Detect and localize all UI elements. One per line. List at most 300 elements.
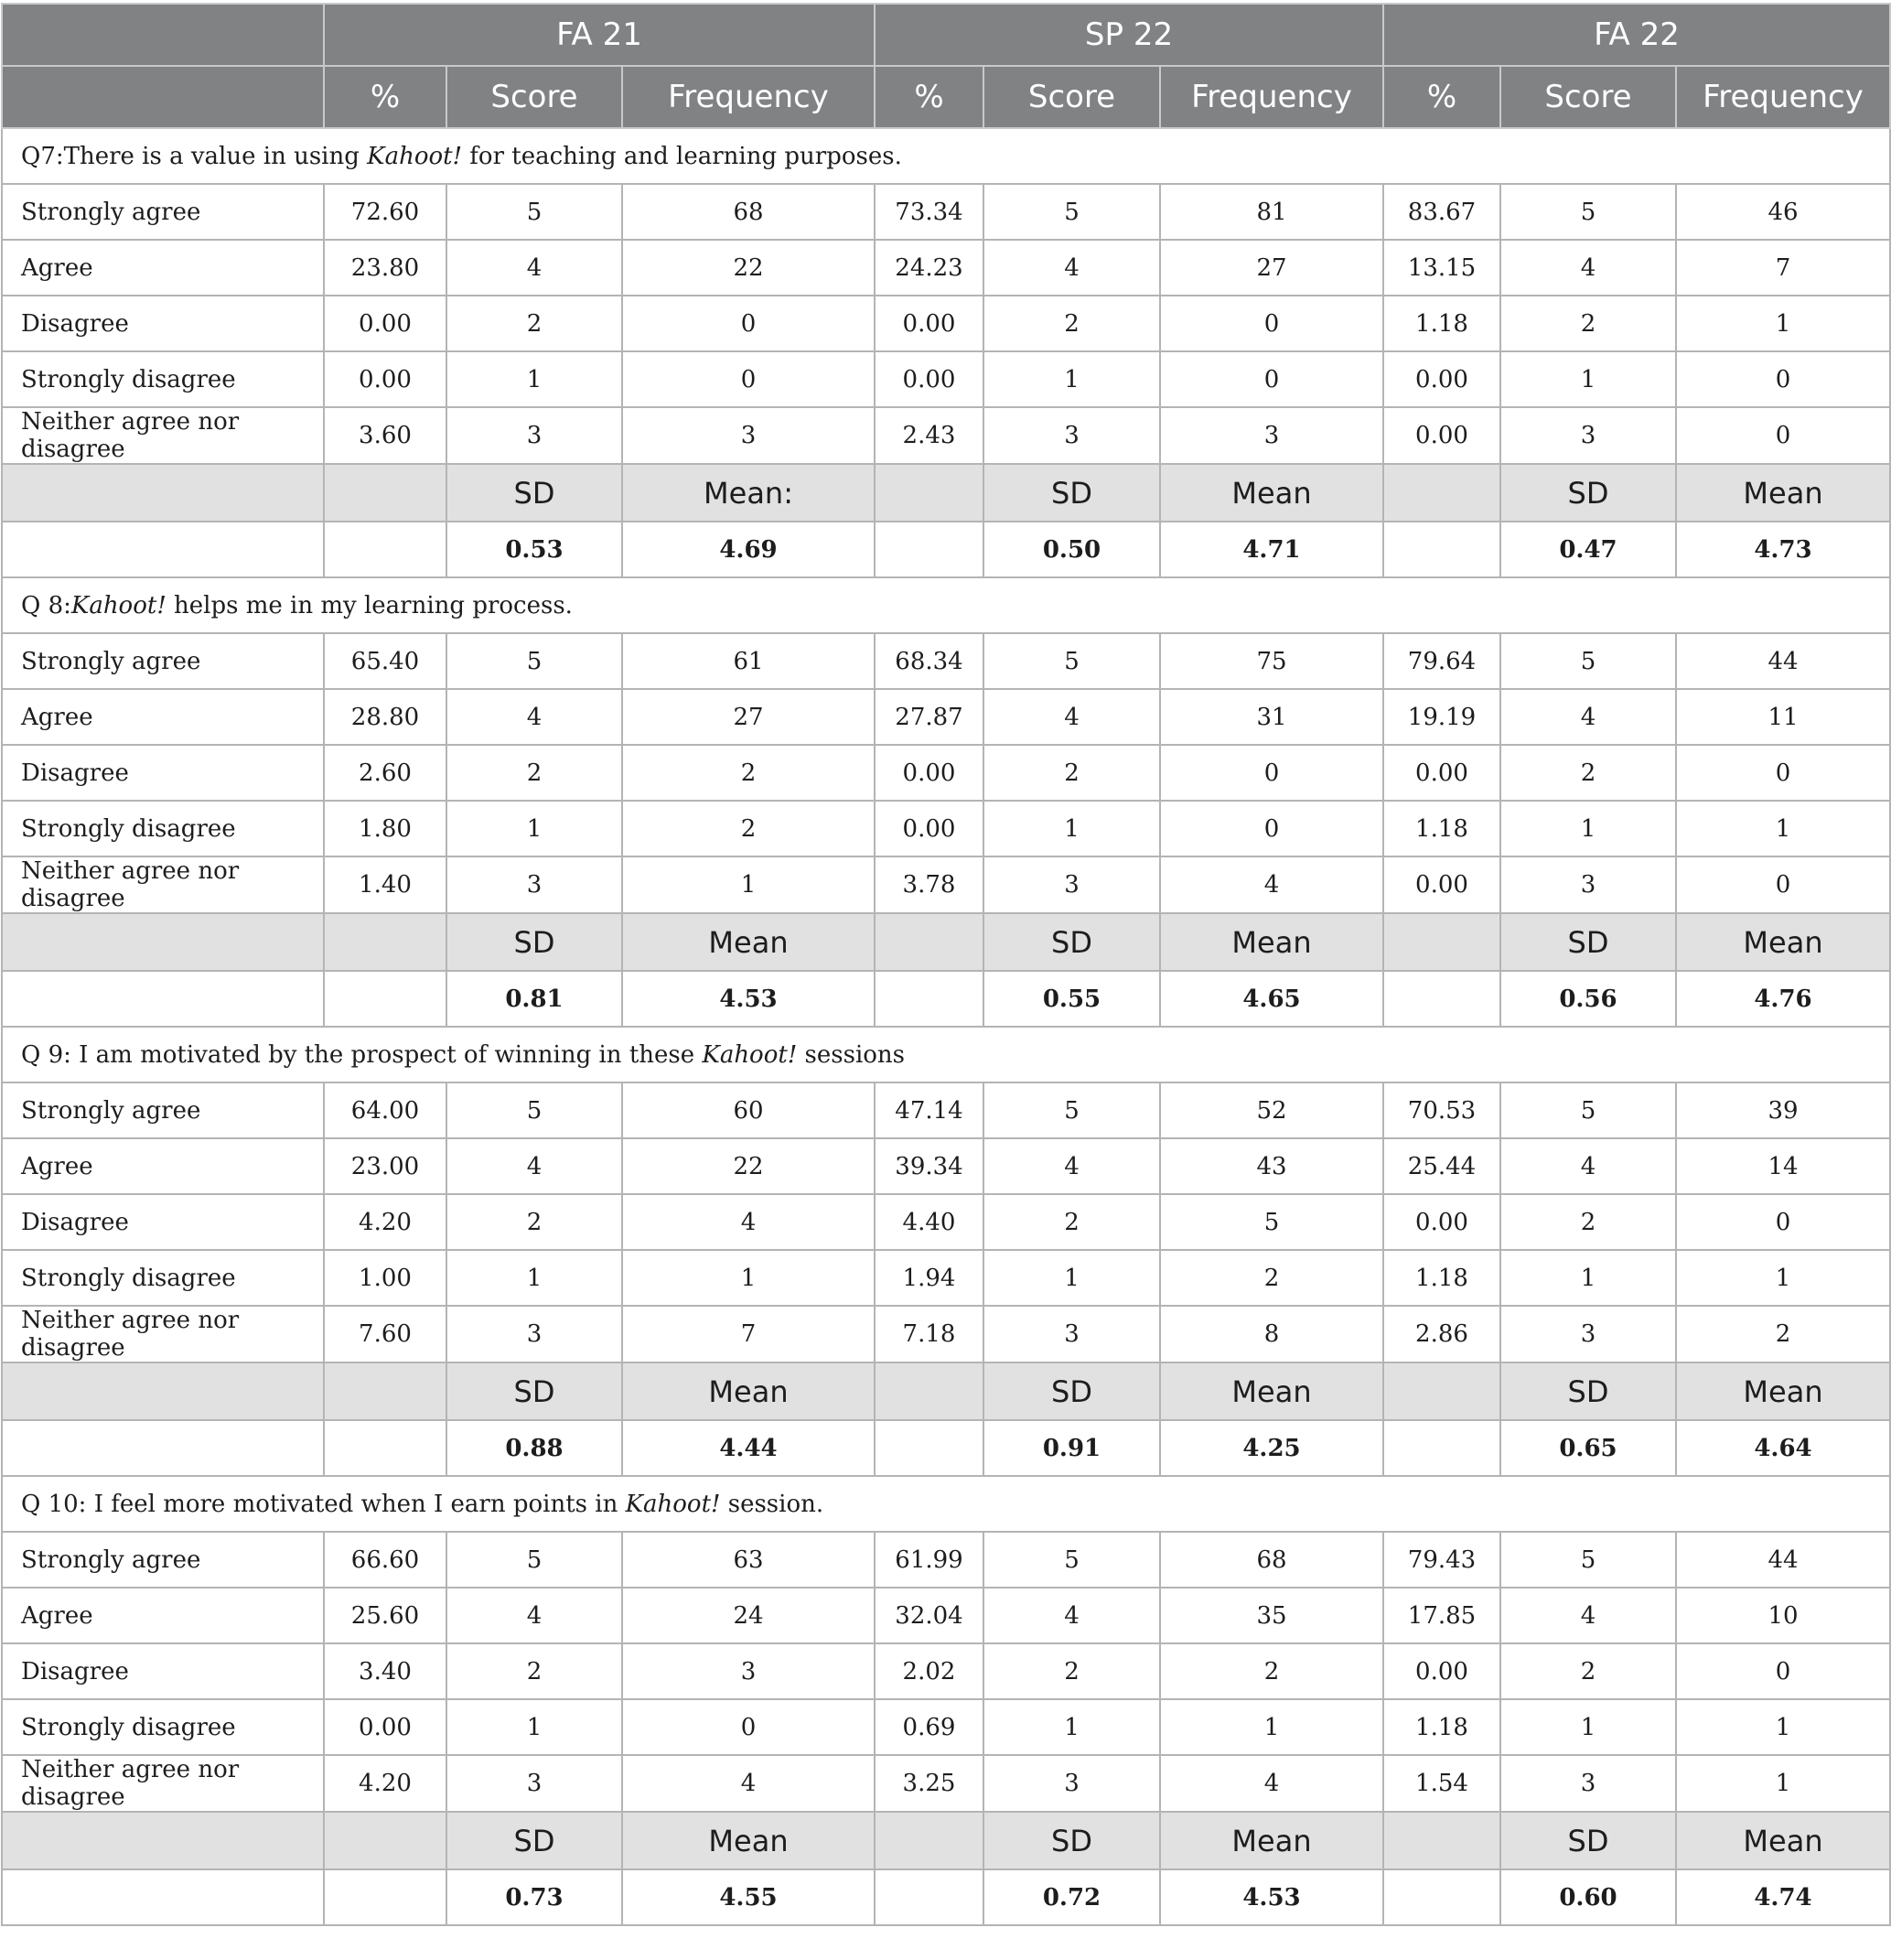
question-text-brand: Kahoot!	[625, 1490, 721, 1518]
question-row	[2, 577, 1890, 633]
score-cell: 4	[446, 240, 622, 296]
response-label: Neither agree nor disagree	[2, 1306, 324, 1362]
frequency-cell: 3	[622, 407, 875, 464]
score-cell: 2	[983, 296, 1160, 351]
percent-cell: 0.00	[875, 351, 983, 407]
corner-header-cell	[2, 4, 324, 66]
corner-header-cell	[2, 66, 324, 128]
frequency-cell: 2	[1160, 1250, 1383, 1306]
subcolumn-header-row	[2, 66, 1890, 128]
stat-header-row	[2, 464, 1890, 522]
frequency-cell: 0	[1676, 407, 1890, 464]
response-label: Strongly disagree	[2, 1699, 324, 1755]
score-cell: 3	[446, 1306, 622, 1362]
response-label: Agree	[2, 240, 324, 296]
empty-cell	[875, 1869, 983, 1925]
question-text	[2, 577, 1890, 633]
percent-cell: 0.00	[1383, 1643, 1500, 1699]
score-cell: 4	[983, 1588, 1160, 1643]
percent-cell: 1.40	[324, 856, 446, 913]
table-body	[2, 128, 1890, 1925]
frequency-cell: 68	[1160, 1532, 1383, 1588]
frequency-cell: 1	[1676, 1250, 1890, 1306]
empty-cell	[875, 1362, 983, 1420]
score-cell: 1	[983, 351, 1160, 407]
mean-value: 4.53	[622, 971, 875, 1027]
score-cell: 2	[1500, 296, 1676, 351]
frequency-cell: 0	[622, 351, 875, 407]
empty-cell	[875, 1812, 983, 1869]
stat-values-row	[2, 1420, 1890, 1476]
response-row	[2, 856, 1890, 913]
percent-cell: 2.02	[875, 1643, 983, 1699]
frequency-column-header: Frequency	[622, 66, 875, 128]
sd-label: SD	[983, 913, 1160, 971]
score-cell: 1	[1500, 801, 1676, 856]
percent-cell: 7.60	[324, 1306, 446, 1362]
empty-cell	[2, 913, 324, 971]
sd-label: SD	[983, 1812, 1160, 1869]
frequency-cell: 0	[1160, 351, 1383, 407]
question-text-lead: Q 8:	[21, 591, 71, 619]
percent-cell: 1.18	[1383, 296, 1500, 351]
question-text	[2, 1027, 1890, 1082]
sd-label: SD	[1500, 1362, 1676, 1420]
frequency-cell: 4	[622, 1194, 875, 1250]
percent-cell: 23.80	[324, 240, 446, 296]
score-cell: 4	[1500, 689, 1676, 745]
percent-cell: 1.00	[324, 1250, 446, 1306]
score-cell: 5	[446, 184, 622, 240]
frequency-cell: 68	[622, 184, 875, 240]
response-label: Strongly agree	[2, 1082, 324, 1138]
percent-cell: 47.14	[875, 1082, 983, 1138]
percent-column-header: %	[875, 66, 983, 128]
percent-cell: 32.04	[875, 1588, 983, 1643]
term-header-sp22: SP 22	[875, 4, 1383, 66]
response-row	[2, 1082, 1890, 1138]
score-cell: 2	[446, 745, 622, 801]
percent-cell: 2.43	[875, 407, 983, 464]
sd-value: 0.88	[446, 1420, 622, 1476]
response-row	[2, 689, 1890, 745]
response-row	[2, 1588, 1890, 1643]
score-cell: 2	[446, 1643, 622, 1699]
score-cell: 3	[1500, 1306, 1676, 1362]
score-cell: 1	[1500, 351, 1676, 407]
percent-cell: 3.40	[324, 1643, 446, 1699]
sd-value: 0.91	[983, 1420, 1160, 1476]
response-row	[2, 1755, 1890, 1812]
score-cell: 1	[446, 1250, 622, 1306]
score-cell: 4	[1500, 240, 1676, 296]
sd-label: SD	[1500, 464, 1676, 522]
mean-label: Mean	[1160, 1812, 1383, 1869]
sd-label: SD	[446, 1362, 622, 1420]
empty-cell	[324, 913, 446, 971]
empty-cell	[324, 1869, 446, 1925]
percent-cell: 1.18	[1383, 801, 1500, 856]
empty-cell	[875, 1420, 983, 1476]
score-cell: 1	[1500, 1250, 1676, 1306]
percent-cell: 0.00	[1383, 745, 1500, 801]
sd-value: 0.50	[983, 522, 1160, 577]
score-cell: 5	[1500, 184, 1676, 240]
percent-cell: 1.18	[1383, 1250, 1500, 1306]
empty-cell	[1383, 971, 1500, 1027]
empty-cell	[324, 1812, 446, 1869]
mean-label: Mean	[622, 913, 875, 971]
mean-label: Mean	[1160, 464, 1383, 522]
mean-value: 4.69	[622, 522, 875, 577]
score-cell: 5	[446, 1082, 622, 1138]
empty-cell	[2, 1420, 324, 1476]
frequency-cell: 1	[1676, 1755, 1890, 1812]
score-cell: 5	[446, 1532, 622, 1588]
frequency-cell: 63	[622, 1532, 875, 1588]
percent-cell: 0.00	[1383, 351, 1500, 407]
empty-cell	[324, 1420, 446, 1476]
frequency-cell: 0	[1676, 1194, 1890, 1250]
mean-value: 4.74	[1676, 1869, 1890, 1925]
frequency-cell: 4	[1160, 856, 1383, 913]
response-label: Neither agree nor disagree	[2, 407, 324, 464]
response-label: Disagree	[2, 745, 324, 801]
frequency-cell: 1	[1676, 801, 1890, 856]
frequency-cell: 44	[1676, 1532, 1890, 1588]
response-label: Disagree	[2, 1643, 324, 1699]
stat-header-row	[2, 1812, 1890, 1869]
question-text-tail: session.	[720, 1490, 824, 1518]
frequency-cell: 4	[622, 1755, 875, 1812]
frequency-cell: 0	[1160, 296, 1383, 351]
mean-value: 4.25	[1160, 1420, 1383, 1476]
frequency-cell: 7	[1676, 240, 1890, 296]
score-cell: 2	[983, 1643, 1160, 1699]
stat-header-row	[2, 913, 1890, 971]
percent-cell: 1.94	[875, 1250, 983, 1306]
score-cell: 1	[983, 1250, 1160, 1306]
response-label: Disagree	[2, 296, 324, 351]
score-cell: 5	[1500, 1532, 1676, 1588]
response-label: Strongly disagree	[2, 801, 324, 856]
stat-values-row	[2, 1869, 1890, 1925]
response-row	[2, 351, 1890, 407]
sd-value: 0.55	[983, 971, 1160, 1027]
score-cell: 4	[983, 689, 1160, 745]
sd-label: SD	[983, 464, 1160, 522]
percent-cell: 64.00	[324, 1082, 446, 1138]
frequency-cell: 14	[1676, 1138, 1890, 1194]
percent-cell: 24.23	[875, 240, 983, 296]
empty-cell	[324, 464, 446, 522]
score-cell: 5	[1500, 1082, 1676, 1138]
percent-cell: 2.60	[324, 745, 446, 801]
empty-cell	[2, 1812, 324, 1869]
percent-cell: 1.80	[324, 801, 446, 856]
sd-label: SD	[446, 913, 622, 971]
score-cell: 3	[446, 407, 622, 464]
percent-cell: 79.43	[1383, 1532, 1500, 1588]
question-text-brand: Kahoot!	[70, 591, 167, 619]
score-cell: 4	[1500, 1588, 1676, 1643]
score-cell: 2	[1500, 1194, 1676, 1250]
mean-label: Mean	[622, 1362, 875, 1420]
sd-value: 0.47	[1500, 522, 1676, 577]
response-label: Strongly disagree	[2, 351, 324, 407]
response-row	[2, 801, 1890, 856]
percent-cell: 4.20	[324, 1194, 446, 1250]
percent-cell: 0.00	[875, 745, 983, 801]
frequency-cell: 5	[1160, 1194, 1383, 1250]
response-label: Neither agree nor disagree	[2, 1755, 324, 1812]
mean-value: 4.71	[1160, 522, 1383, 577]
score-cell: 4	[1500, 1138, 1676, 1194]
score-cell: 3	[983, 856, 1160, 913]
frequency-cell: 0	[622, 1699, 875, 1755]
frequency-cell: 52	[1160, 1082, 1383, 1138]
mean-value: 4.53	[1160, 1869, 1383, 1925]
frequency-cell: 1	[1160, 1699, 1383, 1755]
score-column-header: Score	[983, 66, 1160, 128]
sd-value: 0.60	[1500, 1869, 1676, 1925]
percent-cell: 70.53	[1383, 1082, 1500, 1138]
score-cell: 5	[446, 633, 622, 689]
empty-cell	[324, 522, 446, 577]
term-header-fa22: FA 22	[1383, 4, 1890, 66]
frequency-cell: 0	[1160, 745, 1383, 801]
percent-cell: 73.34	[875, 184, 983, 240]
sd-label: SD	[446, 1812, 622, 1869]
frequency-cell: 1	[1676, 296, 1890, 351]
percent-cell: 2.86	[1383, 1306, 1500, 1362]
percent-cell: 0.69	[875, 1699, 983, 1755]
score-cell: 1	[983, 801, 1160, 856]
term-header-fa21: FA 21	[324, 4, 875, 66]
empty-cell	[1383, 913, 1500, 971]
frequency-cell: 8	[1160, 1306, 1383, 1362]
percent-cell: 13.15	[1383, 240, 1500, 296]
score-cell: 3	[1500, 1755, 1676, 1812]
empty-cell	[875, 464, 983, 522]
term-header-row	[2, 4, 1890, 66]
response-label: Disagree	[2, 1194, 324, 1250]
question-text-lead: Q7:There is a value in using	[21, 142, 368, 170]
mean-label: Mean	[1676, 1812, 1890, 1869]
frequency-cell: 0	[1160, 801, 1383, 856]
percent-column-header: %	[324, 66, 446, 128]
frequency-cell: 0	[1676, 1643, 1890, 1699]
percent-cell: 3.60	[324, 407, 446, 464]
sd-value: 0.73	[446, 1869, 622, 1925]
frequency-cell: 46	[1676, 184, 1890, 240]
response-row	[2, 240, 1890, 296]
score-cell: 4	[983, 240, 1160, 296]
question-text-tail: helps me in my learning process.	[166, 591, 573, 619]
question-text-lead: Q 9: I am motivated by the prospect of winning in these	[21, 1040, 703, 1069]
percent-cell: 0.00	[324, 296, 446, 351]
score-cell: 4	[983, 1138, 1160, 1194]
percent-cell: 4.20	[324, 1755, 446, 1812]
percent-cell: 0.00	[1383, 1194, 1500, 1250]
score-cell: 1	[983, 1699, 1160, 1755]
question-text-lead: Q 10: I feel more motivated when I earn points in	[21, 1490, 626, 1518]
response-label: Neither agree nor disagree	[2, 856, 324, 913]
sd-value: 0.65	[1500, 1420, 1676, 1476]
stat-header-row	[2, 1362, 1890, 1420]
score-cell: 3	[983, 407, 1160, 464]
survey-results-table	[1, 3, 1891, 1926]
score-cell: 5	[1500, 633, 1676, 689]
question-text-brand: Kahoot!	[702, 1040, 798, 1069]
frequency-cell: 0	[1676, 856, 1890, 913]
score-cell: 2	[446, 1194, 622, 1250]
frequency-column-header: Frequency	[1676, 66, 1890, 128]
response-row	[2, 1250, 1890, 1306]
frequency-cell: 4	[1160, 1755, 1383, 1812]
stat-values-row	[2, 522, 1890, 577]
frequency-cell: 10	[1676, 1588, 1890, 1643]
score-column-header: Score	[446, 66, 622, 128]
sd-value: 0.53	[446, 522, 622, 577]
response-row	[2, 633, 1890, 689]
empty-cell	[2, 971, 324, 1027]
mean-value: 4.65	[1160, 971, 1383, 1027]
empty-cell	[324, 971, 446, 1027]
response-label: Strongly agree	[2, 184, 324, 240]
sd-value: 0.81	[446, 971, 622, 1027]
mean-label: Mean	[622, 1812, 875, 1869]
sd-label: SD	[1500, 1812, 1676, 1869]
empty-cell	[2, 464, 324, 522]
percent-cell: 39.34	[875, 1138, 983, 1194]
score-cell: 1	[1500, 1699, 1676, 1755]
percent-cell: 68.34	[875, 633, 983, 689]
sd-value: 0.72	[983, 1869, 1160, 1925]
percent-cell: 83.67	[1383, 184, 1500, 240]
response-row	[2, 1643, 1890, 1699]
frequency-cell: 2	[1160, 1643, 1383, 1699]
frequency-cell: 11	[1676, 689, 1890, 745]
frequency-cell: 22	[622, 240, 875, 296]
score-cell: 5	[983, 633, 1160, 689]
response-row	[2, 1306, 1890, 1362]
frequency-cell: 44	[1676, 633, 1890, 689]
score-cell: 5	[983, 1082, 1160, 1138]
response-label: Strongly agree	[2, 1532, 324, 1588]
sd-label: SD	[1500, 913, 1676, 971]
response-row	[2, 1699, 1890, 1755]
percent-cell: 0.00	[324, 351, 446, 407]
mean-label: Mean	[1160, 1362, 1383, 1420]
score-cell: 3	[983, 1306, 1160, 1362]
percent-cell: 7.18	[875, 1306, 983, 1362]
response-row	[2, 1138, 1890, 1194]
percent-cell: 3.25	[875, 1755, 983, 1812]
empty-cell	[875, 522, 983, 577]
empty-cell	[875, 971, 983, 1027]
percent-cell: 3.78	[875, 856, 983, 913]
frequency-cell: 35	[1160, 1588, 1383, 1643]
percent-cell: 4.40	[875, 1194, 983, 1250]
percent-cell: 0.00	[1383, 856, 1500, 913]
empty-cell	[1383, 1869, 1500, 1925]
frequency-cell: 43	[1160, 1138, 1383, 1194]
mean-label: Mean	[1676, 464, 1890, 522]
response-row	[2, 1194, 1890, 1250]
frequency-cell: 1	[622, 1250, 875, 1306]
frequency-cell: 2	[622, 745, 875, 801]
percent-cell: 79.64	[1383, 633, 1500, 689]
stat-values-row	[2, 971, 1890, 1027]
question-text	[2, 1476, 1890, 1532]
frequency-cell: 0	[622, 296, 875, 351]
percent-cell: 27.87	[875, 689, 983, 745]
score-cell: 4	[446, 1588, 622, 1643]
sd-value: 0.56	[1500, 971, 1676, 1027]
score-cell: 4	[446, 1138, 622, 1194]
percent-cell: 0.00	[875, 296, 983, 351]
empty-cell	[2, 522, 324, 577]
score-cell: 2	[1500, 745, 1676, 801]
percent-cell: 65.40	[324, 633, 446, 689]
mean-label: Mean	[1676, 913, 1890, 971]
frequency-cell: 61	[622, 633, 875, 689]
frequency-cell: 27	[622, 689, 875, 745]
frequency-cell: 2	[1676, 1306, 1890, 1362]
mean-value: 4.73	[1676, 522, 1890, 577]
sd-label: SD	[446, 464, 622, 522]
frequency-cell: 1	[622, 856, 875, 913]
score-cell: 1	[446, 801, 622, 856]
score-cell: 2	[983, 745, 1160, 801]
frequency-cell: 2	[622, 801, 875, 856]
score-cell: 2	[983, 1194, 1160, 1250]
percent-cell: 23.00	[324, 1138, 446, 1194]
frequency-cell: 3	[622, 1643, 875, 1699]
question-text-brand: Kahoot!	[367, 142, 463, 170]
percent-cell: 61.99	[875, 1532, 983, 1588]
empty-cell	[1383, 1362, 1500, 1420]
mean-label: Mean	[1676, 1362, 1890, 1420]
question-text-tail: sessions	[797, 1040, 906, 1069]
empty-cell	[1383, 464, 1500, 522]
mean-value: 4.55	[622, 1869, 875, 1925]
score-cell: 3	[446, 1755, 622, 1812]
question-row	[2, 128, 1890, 184]
percent-cell: 0.00	[1383, 407, 1500, 464]
frequency-cell: 81	[1160, 184, 1383, 240]
score-cell: 2	[1500, 1643, 1676, 1699]
frequency-cell: 3	[1160, 407, 1383, 464]
response-row	[2, 184, 1890, 240]
score-cell: 3	[1500, 856, 1676, 913]
response-row	[2, 407, 1890, 464]
percent-cell: 1.54	[1383, 1755, 1500, 1812]
frequency-cell: 24	[622, 1588, 875, 1643]
frequency-cell: 0	[1676, 745, 1890, 801]
frequency-cell: 31	[1160, 689, 1383, 745]
response-label: Agree	[2, 689, 324, 745]
frequency-cell: 39	[1676, 1082, 1890, 1138]
score-cell: 3	[1500, 407, 1676, 464]
response-label: Strongly agree	[2, 633, 324, 689]
frequency-cell: 0	[1676, 351, 1890, 407]
percent-cell: 0.00	[875, 801, 983, 856]
percent-cell: 72.60	[324, 184, 446, 240]
score-cell: 4	[446, 689, 622, 745]
empty-cell	[875, 913, 983, 971]
